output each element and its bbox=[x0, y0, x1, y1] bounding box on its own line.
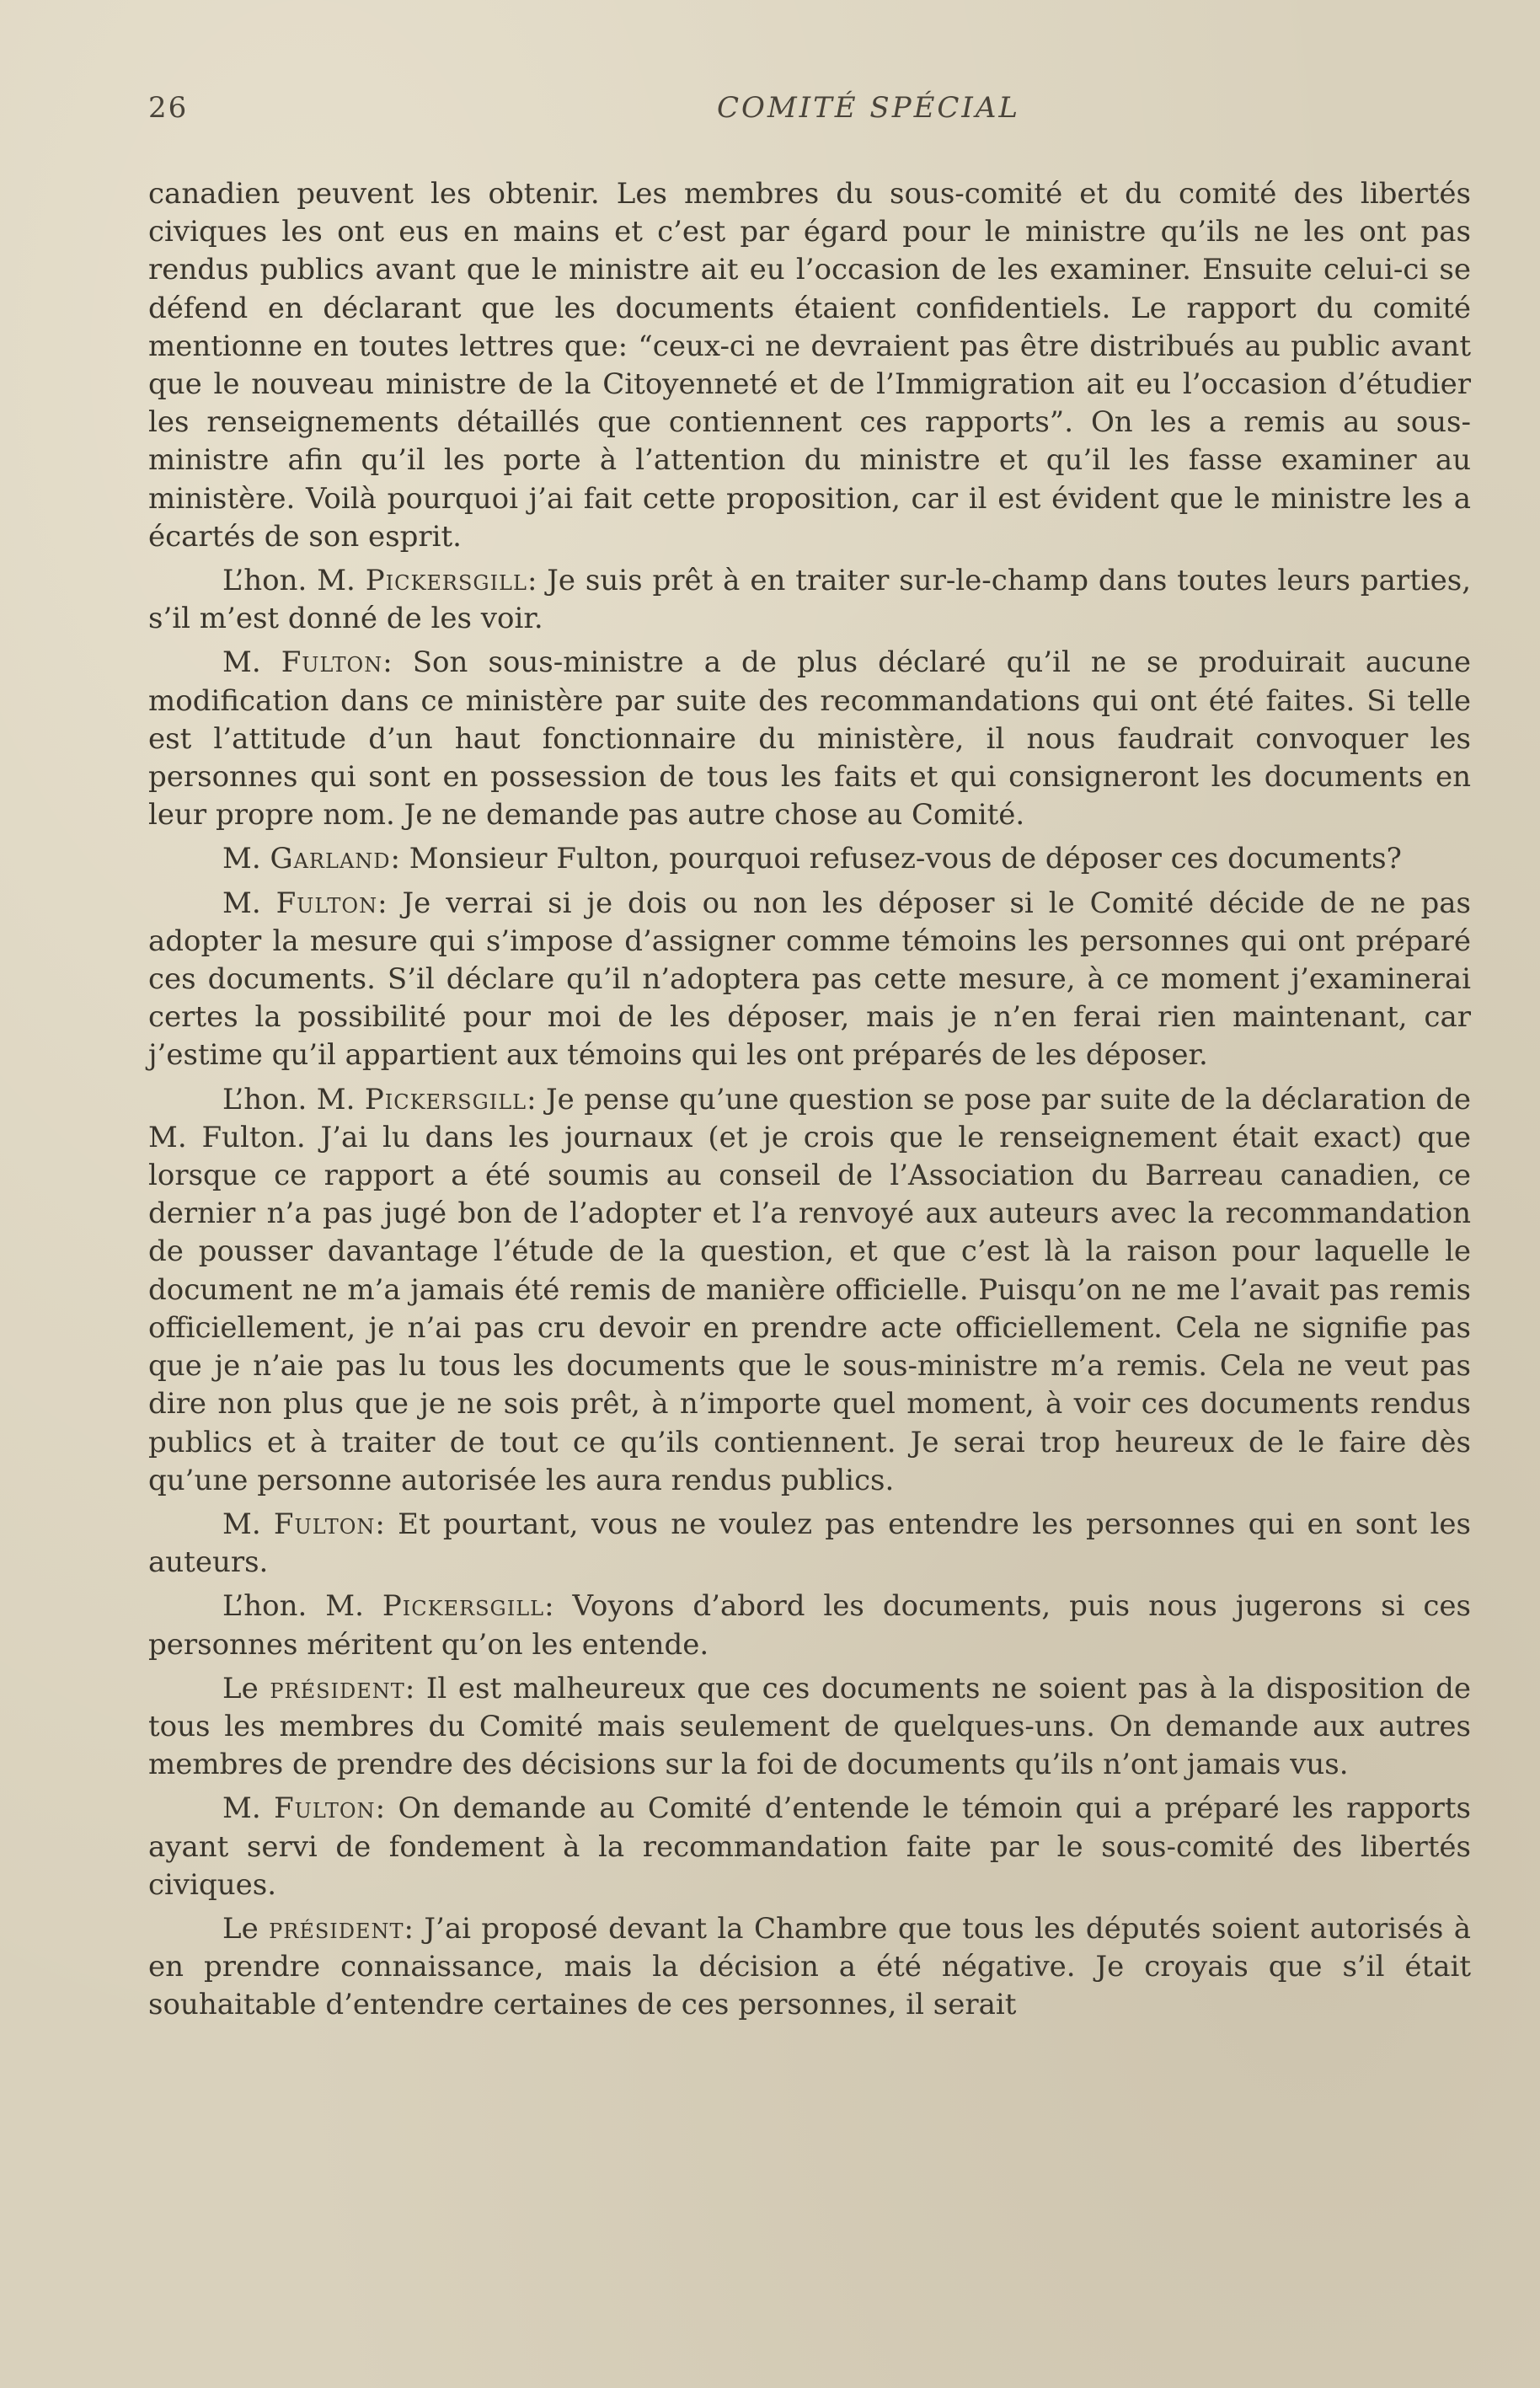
paragraph bbox=[148, 1506, 1471, 1582]
speaker-prefix: Le bbox=[222, 1671, 270, 1705]
speaker-name: président bbox=[269, 1911, 404, 1946]
speaker-name: Fulton bbox=[275, 886, 378, 920]
paragraph bbox=[148, 1910, 1471, 2025]
paragraph-text: : Voyons d’abord les documents, puis nous jugerons si ces personnes méritent qu’on les entende. bbox=[148, 1589, 1471, 1662]
paragraph-text: : Je suis prêt à en traiter sur-le-champ dans toutes leurs parties, s’il m’est donné de les voir. bbox=[148, 564, 1472, 636]
speaker-prefix: M. bbox=[222, 645, 281, 680]
speaker-prefix: M. bbox=[222, 1791, 275, 1826]
speaker-prefix: L’hon. M. bbox=[222, 1589, 382, 1624]
speaker-prefix: L’hon. M. bbox=[222, 1082, 365, 1116]
paragraph bbox=[148, 840, 1471, 878]
speaker-prefix: M. bbox=[222, 886, 276, 920]
speaker-name: Fulton bbox=[281, 645, 383, 680]
paragraph-text: : J’ai proposé devant la Chambre que tous les députés soient autorisés à en prendre connaissance, mais la décision a été négative. Je croyais que s’il était souhaitable d’entendre certaines de ces personnes, il serait bbox=[148, 1911, 1471, 2022]
paragraph bbox=[148, 562, 1471, 638]
paragraph bbox=[148, 885, 1471, 1075]
speaker-name: Garland bbox=[270, 842, 391, 876]
speaker-prefix: M. bbox=[222, 1507, 274, 1541]
speaker-name: président bbox=[270, 1671, 405, 1705]
paragraph-text: : Monsieur Fulton, pourquoi refusez-vous de déposer ces documents? bbox=[390, 842, 1402, 876]
speaker-name: Pickersgill bbox=[382, 1589, 545, 1624]
paragraph bbox=[148, 644, 1471, 834]
speaker-name: Pickersgill bbox=[365, 564, 527, 598]
paragraph-text: : Je verrai si je dois ou non les déposer si le Comité décide de ne pas adopter la mesure qui s’impose d’assigner comme témoins les personnes qui ont préparé ces documents. S’il déclare qu’il n’adoptera pas cette mesure, à ce moment j’examinerai certes la possibilité pour moi de les déposer, mais je n’en ferai rien maintenant, car j’estime qu’il appartient aux témoins qui les ont préparés de les déposer. bbox=[148, 886, 1471, 1073]
paragraph bbox=[148, 175, 1471, 556]
page-number: 26 bbox=[148, 91, 189, 125]
paragraph-text: : Son sous-ministre a de plus déclaré qu’il ne se produirait aucune modification dans ce ministère par suite des recommandations qui ont été faites. Si telle est l’attitude d’un haut fonctionnaire du ministère, il nous faudrait convoquer les personnes qui sont en possession de tous les faits et qui consigneront les documents en leur propre nom. Je ne demande pas autre chose au Comité. bbox=[148, 645, 1471, 833]
paragraph-text: : Il est malheureux que ces documents ne soient pas à la disposition de tous les membres du Comité mais seulement de quelques-uns. On demande aux autres membres de prendre des décisions sur la foi de documents qu’ils n’ont jamais vus. bbox=[148, 1671, 1471, 1782]
speaker-prefix: L’hon. M. bbox=[222, 564, 366, 598]
document-page bbox=[148, 91, 1471, 2031]
speaker-prefix: Le bbox=[222, 1911, 270, 1946]
speaker-name: Fulton bbox=[274, 1791, 376, 1826]
page-header bbox=[148, 91, 1471, 138]
paragraph-text: canadien peuvent les obtenir. Les membres du sous-comité et du comité des libertés civiques les ont eus en mains et c’est par égard pour le ministre qu’ils ne les ont pas rendus publics avant que le ministre ait eu l’occasion de les examiner. Ensuite celui-ci se défend en déclarant que les documents étaient confidentiels. Le rapport du comité mentionne en toutes lettres que: “ceux-ci ne devraient pas être distribués au public avant que le nouveau ministre de la Citoyenneté et de l’Immigration ait eu l’occasion d’étudier les renseignements détaillés que contiennent ces rapports”. On les a remis au sous-ministre afin qu’il les porte à l’attention du ministre et qu’il les fasse examiner au ministère. Voilà pourquoi j’ai fait cette proposition, car il est évident que le ministre les a écartés de son esprit. bbox=[148, 177, 1471, 554]
paragraph bbox=[148, 1588, 1471, 1663]
speaker-name: Pickersgill bbox=[364, 1082, 527, 1116]
paragraph bbox=[148, 1081, 1471, 1500]
speaker-name: Fulton bbox=[273, 1507, 376, 1541]
paragraph bbox=[148, 1790, 1471, 1904]
paragraph-text: : Et pourtant, vous ne voulez pas entendre les personnes qui en sont les auteurs. bbox=[148, 1507, 1472, 1580]
paragraph bbox=[148, 1670, 1471, 1785]
paragraph-text: : On demande au Comité d’entende le témoin qui a préparé les rapports ayant servi de fondement à la recommandation faite par le sous-comité des libertés civiques. bbox=[148, 1791, 1471, 1902]
running-title: COMITÉ SPÉCIAL bbox=[716, 91, 1020, 125]
speaker-prefix: M. bbox=[222, 842, 270, 876]
paragraph-text: : Je pense qu’une question se pose par suite de la déclaration de M. Fulton. J’ai lu dans les journaux (et je crois que le renseignement était exact) que lorsque ce rapport a été soumis au conseil de l’Association du Barreau canadien, ce dernier n’a pas jugé bon de l’adopter et l’a renvoyé aux auteurs avec la recommandation de pousser davantage l’étude de la question, et que c’est là la raison pour laquelle le document ne m’a jamais été remis de manière officielle. Puisqu’on ne me l’avait pas remis officiellement, je n’ai pas cru devoir en prendre acte officiellement. Cela ne signifie pas que je n’aie pas lu tous les documents que le sous-ministre m’a remis. Cela ne veut pas dire non plus que je ne sois prêt, à n’importe quel moment, à voir ces documents rendus publics et à traiter de tout ce qu’ils contiennent. Je serai trop heureux de le faire dès qu’une personne autorisée les aura rendus publics. bbox=[148, 1082, 1471, 1497]
body-text bbox=[148, 175, 1471, 2025]
